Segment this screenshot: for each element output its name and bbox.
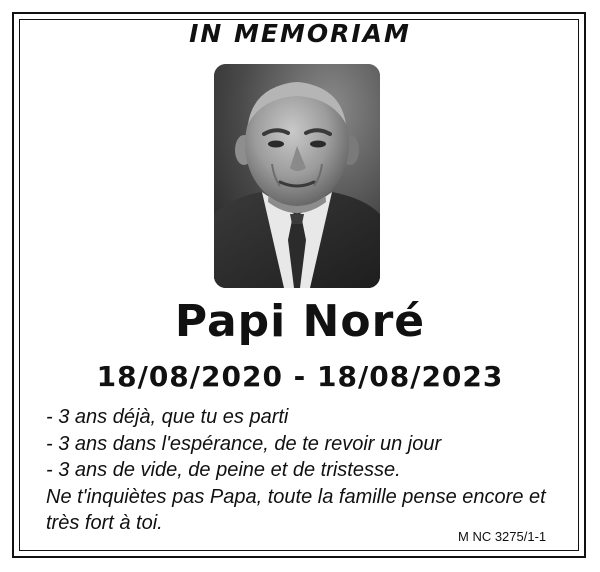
memorial-dates: 18/08/2020 - 18/08/2023 [96, 360, 504, 393]
verse-line: - 3 ans déjà, que tu es parti [46, 406, 289, 428]
verse-line: très fort à toi. [46, 512, 163, 534]
verse-line: - 3 ans de vide, de peine et de tristesse. [46, 459, 401, 481]
notice-reference: M NC 3275/1-1 [458, 529, 547, 544]
memorial-verse [46, 404, 566, 537]
deceased-name: Papi Noré [174, 296, 426, 347]
notice-heading: IN MEMORIAM [189, 19, 411, 48]
portrait-illustration [214, 64, 380, 288]
verse-line: - 3 ans dans l'espérance, de te revoir un jour [46, 432, 442, 455]
verse-line: Ne t'inquiètes pas Papa, toute la famille pense encore et [46, 485, 546, 508]
portrait-photo [214, 64, 380, 288]
